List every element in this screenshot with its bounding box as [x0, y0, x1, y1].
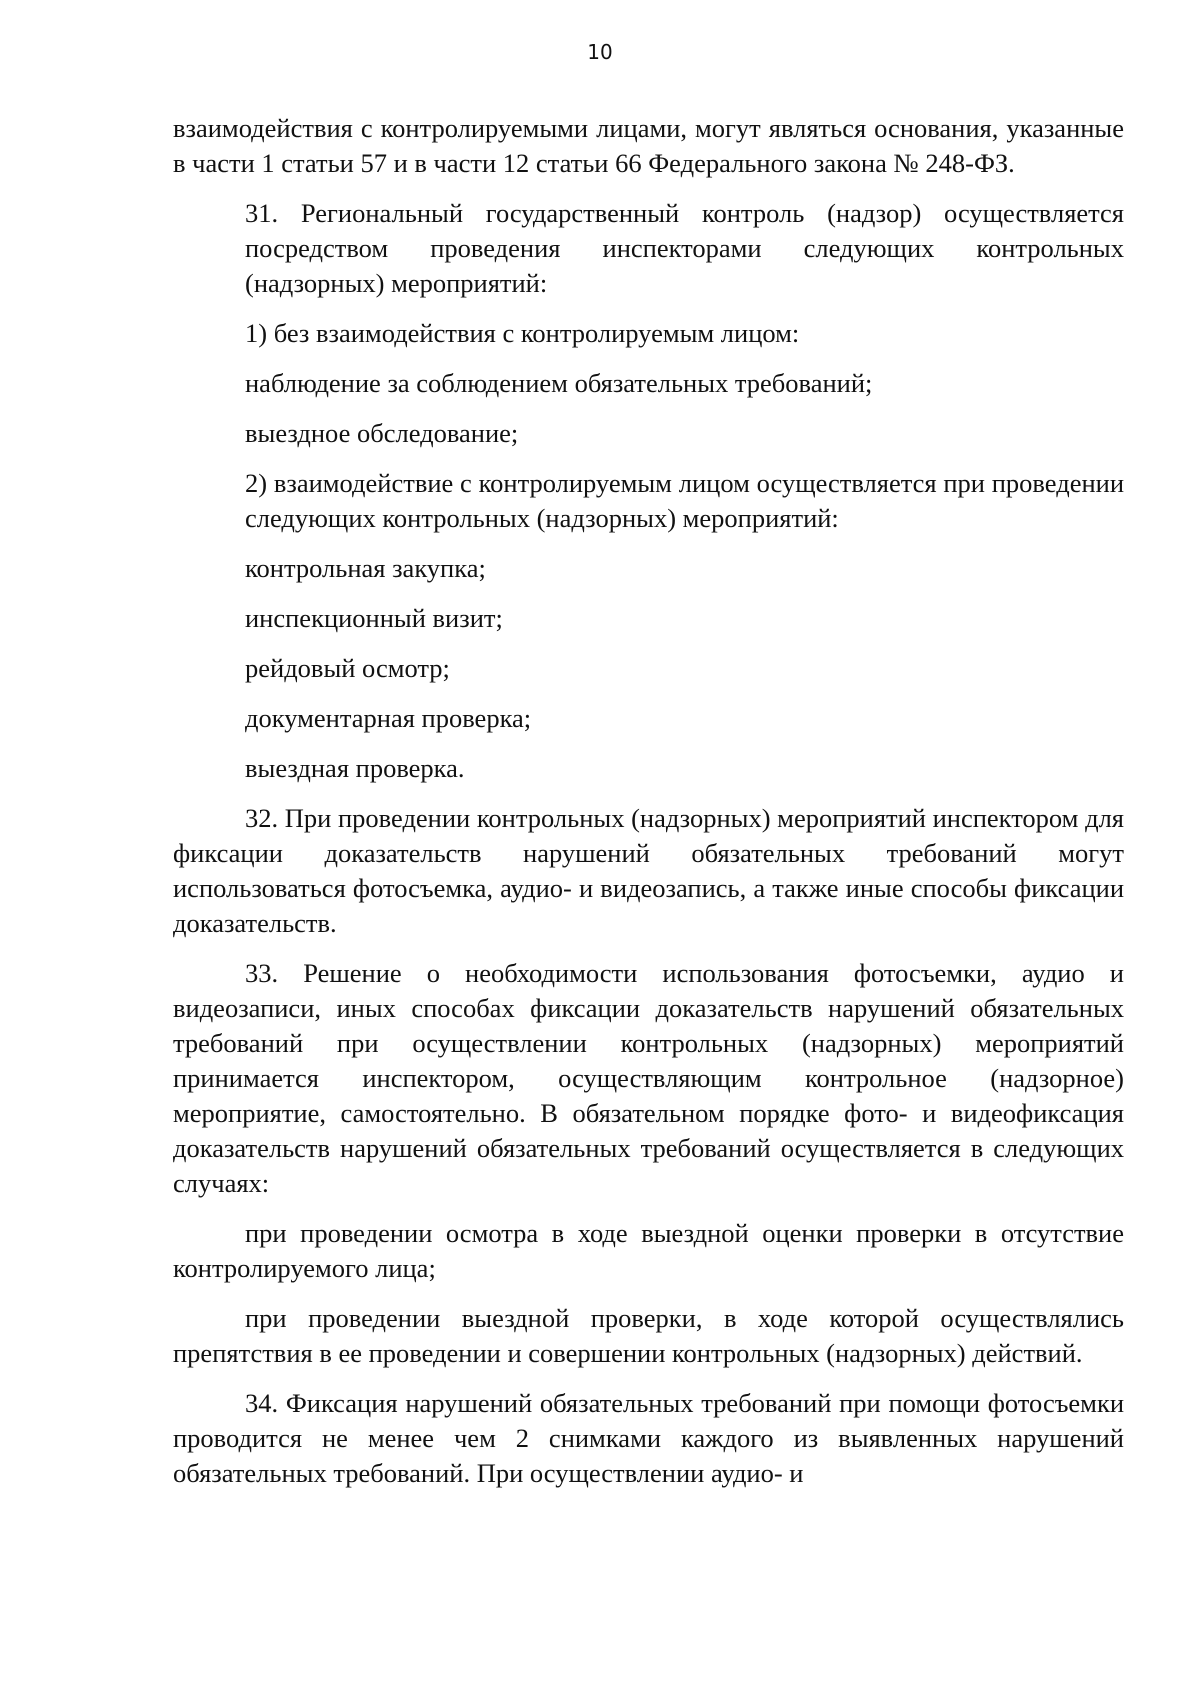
page-number: 10	[587, 40, 613, 64]
list-item-observation: наблюдение за соблюдением обязательных требований;	[245, 368, 873, 398]
document-body	[173, 111, 1124, 1491]
paragraph-32: 32. При проведении контрольных (надзорных) мероприятий инспектором для фиксации доказательств нарушений обязательных требований могут использоваться фотосъемка, аудио- и видеозапись, а также иные способы фиксации доказательств.	[173, 803, 1124, 938]
list-item-inspection-visit: инспекционный визит;	[245, 603, 503, 633]
list-item-field-survey: выездное обследование;	[245, 418, 519, 448]
paragraph-case-2: при проведении выездной проверки, в ходе которой осуществлялись препятствия в ее проведении и совершении контрольных (надзорных) действий.	[173, 1303, 1124, 1368]
paragraph-31: 31. Региональный государственный контроль (надзор) осуществляется посредством проведения инспекторами следующих контрольных (надзорных) мероприятий:	[245, 198, 1124, 298]
list-item-2: 2) взаимодействие с контролируемым лицом осуществляется при проведении следующих контрольных (надзорных) мероприятий:	[245, 468, 1124, 533]
list-item-control-purchase: контрольная закупка;	[245, 553, 486, 583]
list-item-raid-inspection: рейдовый осмотр;	[245, 653, 450, 683]
paragraph-continuation: взаимодействия с контролируемыми лицами, могут являться основания, указанные в части 1 статьи 57 и в части 12 статьи 66 Федерального закона № 248-ФЗ.	[173, 113, 1124, 178]
list-item-documentary-check: документарная проверка;	[245, 703, 532, 733]
list-item-1: 1) без взаимодействия с контролируемым лицом:	[245, 318, 800, 348]
paragraph-33: 33. Решение о необходимости использования фотосъемки, аудио и видеозаписи, иных способах фиксации доказательств нарушений обязательных требований при осуществлении контрольных (надзорных) мероприятий принимается инспектором, осуществляющим контрольное (надзорное) мероприятие, самостоятельно. В обязательном порядке фото- и видеофиксация доказательств нарушений обязательных требований осуществляется в следующих случаях:	[173, 958, 1124, 1198]
paragraph-case-1: при проведении осмотра в ходе выездной оценки проверки в отсутствие контролируемого лица;	[173, 1218, 1124, 1283]
paragraph-34: 34. Фиксация нарушений обязательных требований при помощи фотосъемки проводится не менее чем 2 снимками каждого из выявленных нарушений обязательных требований. При осуществлении аудио- и	[173, 1388, 1124, 1488]
list-item-field-check: выездная проверка.	[245, 753, 465, 783]
